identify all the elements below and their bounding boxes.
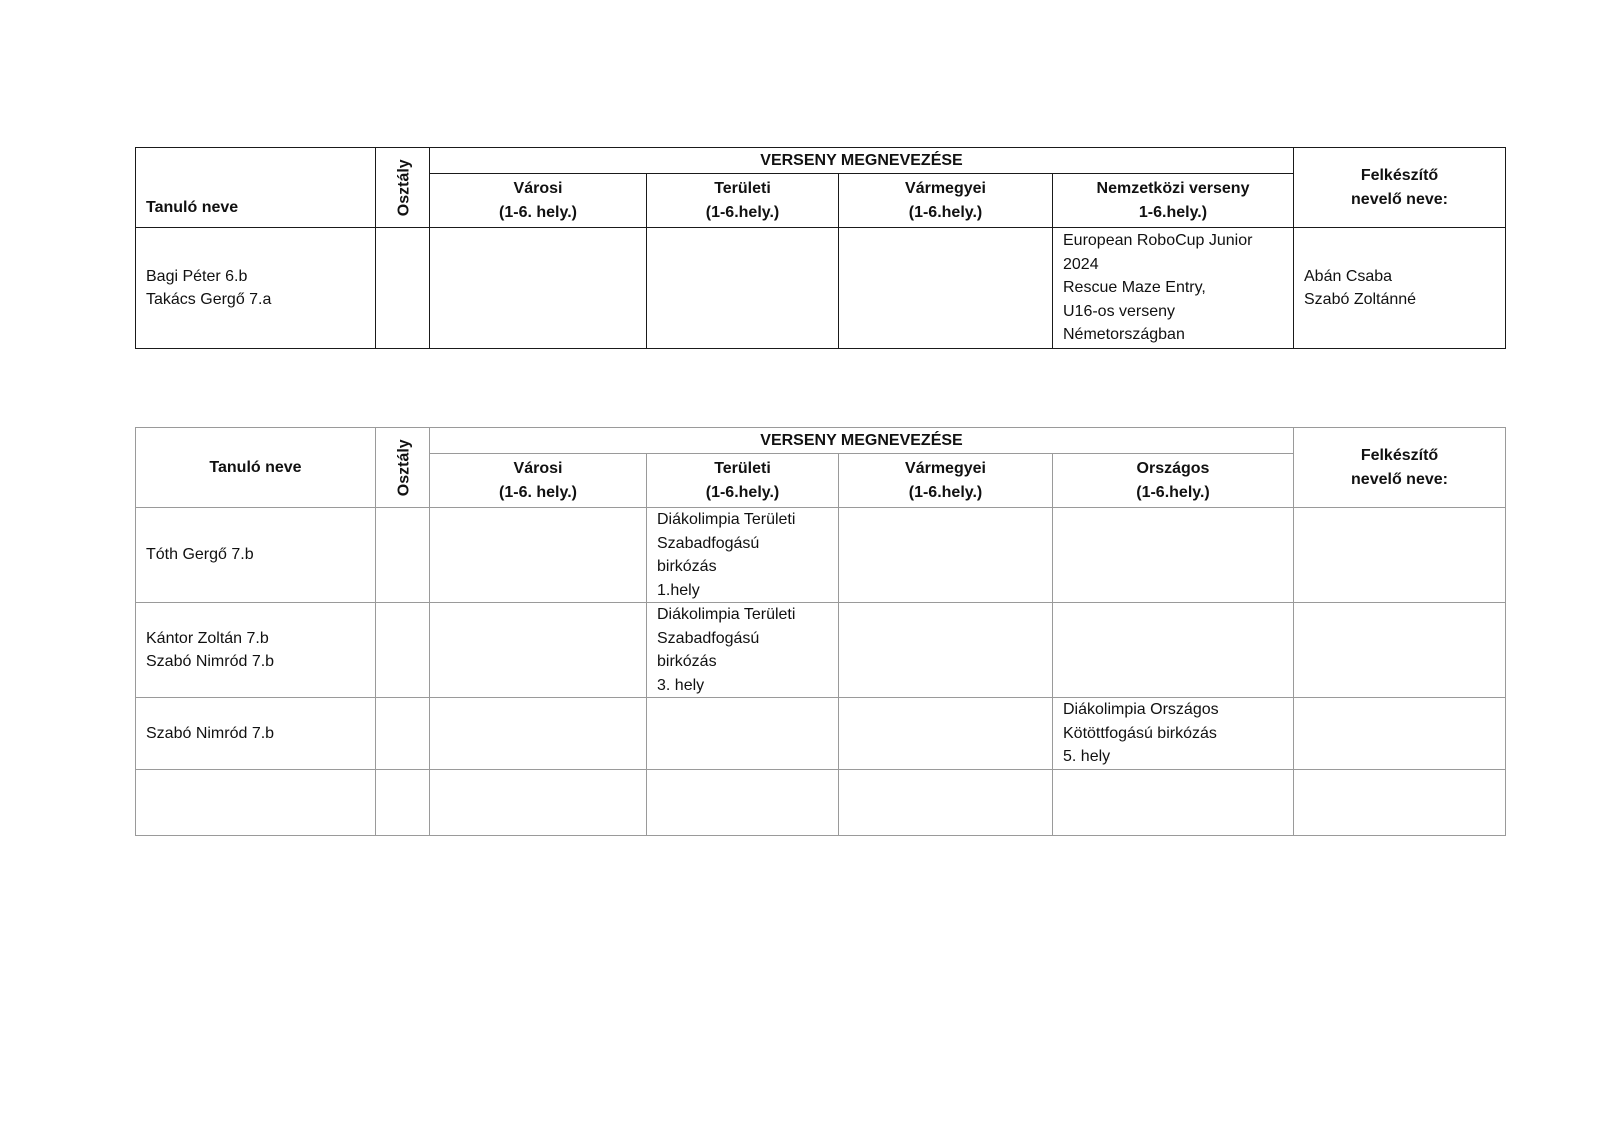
competition-table-national	[135, 427, 1506, 836]
table-row	[136, 228, 1506, 349]
header-student-name: Tanuló neve	[136, 428, 376, 508]
cell-teacher	[1294, 603, 1506, 698]
header-international: Nemzetközi verseny 1-6.hely.)	[1053, 174, 1294, 228]
cell-national	[1053, 603, 1294, 698]
header-county: Vármegyei (1-6.hely.)	[839, 174, 1053, 228]
cell-county	[839, 769, 1053, 835]
table-row	[136, 508, 1506, 603]
header-county: Vármegyei (1-6.hely.)	[839, 454, 1053, 508]
cell-county	[839, 228, 1053, 349]
cell-regional: Diákolimpia Területi Szabadfogású birkózás 3. hely	[647, 603, 839, 698]
cell-student: Szabó Nimród 7.b	[136, 698, 376, 770]
header-competition-name: VERSENY MEGNEVEZÉSE	[430, 428, 1294, 454]
cell-regional	[647, 769, 839, 835]
cell-city	[430, 603, 647, 698]
cell-teacher: Abán Csaba Szabó Zoltánné	[1294, 228, 1506, 349]
cell-regional	[647, 228, 839, 349]
cell-class	[376, 769, 430, 835]
cell-class	[376, 228, 430, 349]
header-regional: Területi (1-6.hely.)	[647, 174, 839, 228]
cell-teacher	[1294, 508, 1506, 603]
header-city: Városi (1-6. hely.)	[430, 174, 647, 228]
cell-student	[136, 769, 376, 835]
table-row	[136, 769, 1506, 835]
cell-national	[1053, 508, 1294, 603]
cell-national: Diákolimpia Országos Kötöttfogású birkózás 5. hely	[1053, 698, 1294, 770]
header-class	[376, 428, 430, 508]
header-national: Országos (1-6.hely.)	[1053, 454, 1294, 508]
header-competition-name: VERSENY MEGNEVEZÉSE	[430, 148, 1294, 174]
cell-city	[430, 769, 647, 835]
table-row	[136, 698, 1506, 770]
header-student-name: Tanuló neve	[136, 148, 376, 228]
cell-class	[376, 508, 430, 603]
header-teacher: Felkészítő nevelő neve:	[1294, 428, 1506, 508]
competition-table-international	[135, 147, 1506, 349]
cell-regional: Diákolimpia Területi Szabadfogású birkózás 1.hely	[647, 508, 839, 603]
header-city: Városi (1-6. hely.)	[430, 454, 647, 508]
header-class-label: Osztály	[395, 159, 413, 216]
cell-student: Kántor Zoltán 7.b Szabó Nimród 7.b	[136, 603, 376, 698]
cell-city	[430, 508, 647, 603]
cell-class	[376, 603, 430, 698]
cell-county	[839, 698, 1053, 770]
cell-national	[1053, 769, 1294, 835]
cell-teacher	[1294, 769, 1506, 835]
cell-county	[839, 508, 1053, 603]
header-class	[376, 148, 430, 228]
cell-city	[430, 698, 647, 770]
cell-county	[839, 603, 1053, 698]
header-class-label: Osztály	[395, 439, 413, 496]
cell-regional	[647, 698, 839, 770]
cell-student: Tóth Gergő 7.b	[136, 508, 376, 603]
cell-international: European RoboCup Junior 2024 Rescue Maze Entry, U16-os verseny Németországban	[1053, 228, 1294, 349]
table-row	[136, 603, 1506, 698]
cell-student: Bagi Péter 6.b Takács Gergő 7.a	[136, 228, 376, 349]
header-teacher: Felkészítő nevelő neve:	[1294, 148, 1506, 228]
cell-class	[376, 698, 430, 770]
cell-teacher	[1294, 698, 1506, 770]
cell-city	[430, 228, 647, 349]
header-regional: Területi (1-6.hely.)	[647, 454, 839, 508]
